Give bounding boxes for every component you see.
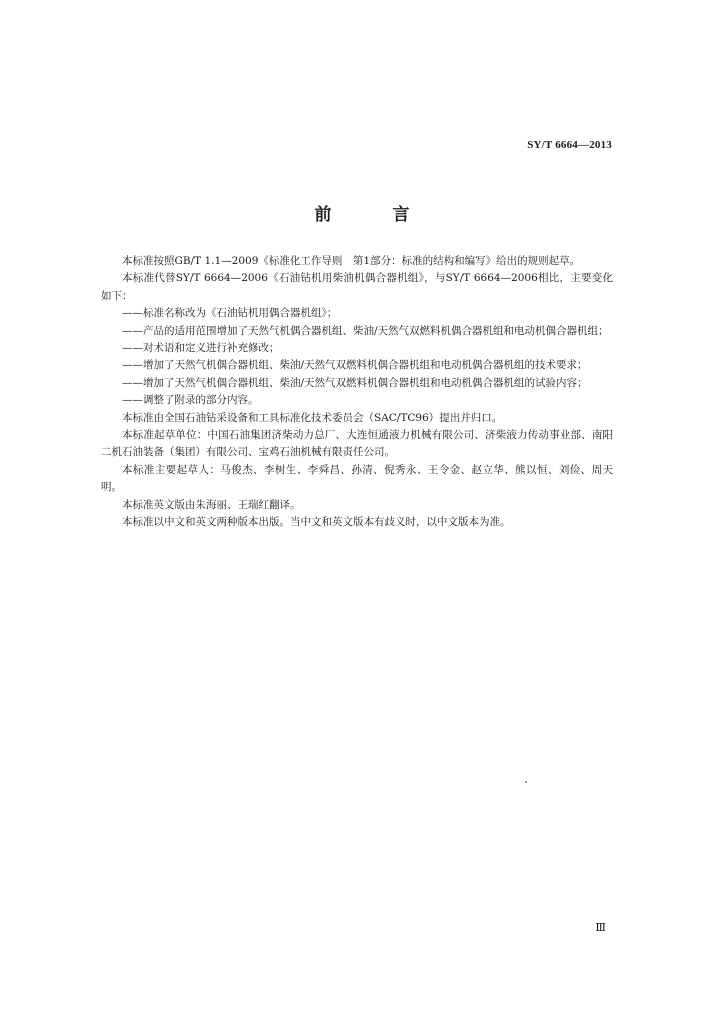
paragraph-drafters: 本标准主要起草人：马俊杰、李树生、李舜昌、孙清、倪秀永、王令金、赵立华、熊以恒、刘俭、周天明。	[101, 463, 613, 494]
list-item-text: 对术语和定义进行补充修改；	[143, 342, 280, 355]
list-item-text: 标准名称改为《石油钻机用偶合器机组》；	[143, 307, 338, 320]
list-item	[101, 305, 613, 322]
paragraph-drafting-rules: 本标准按照GB/T 1.1—2009《标准化工作导则 第1部分：标准的结构和编写》给出的规则起草。	[122, 255, 581, 267]
dash-marker: ——	[122, 394, 143, 407]
dash-marker: ——	[122, 324, 143, 337]
scan-speck	[525, 781, 527, 783]
dash-marker: ——	[122, 376, 143, 389]
list-item-text: 增加了天然气机偶合器机组、柴油/天然气双燃料机偶合器机组和电动机偶合器机组的试验内容；	[143, 376, 588, 389]
list-item	[101, 375, 613, 392]
paragraph-proposer: 本标准由全国石油钻采设备和工具标准化技术委员会（SAC/TC96）提出并归口。	[122, 411, 503, 424]
foreword-body	[101, 253, 613, 532]
dash-marker: ——	[122, 342, 143, 355]
page-title: 前 言	[314, 205, 432, 225]
list-item	[101, 323, 613, 340]
page-number: Ⅲ	[595, 922, 606, 934]
list-item-text: 产品的适用范围增加了天然气机偶合器机组、柴油/天然气双燃料机偶合器机组和电动机偶合器机组；	[143, 324, 609, 337]
dash-marker: ——	[122, 359, 143, 372]
list-item-text: 增加了天然气机偶合器机组、柴油/天然气双燃料机偶合器机组和电动机偶合器机组的技术要求；	[143, 359, 588, 372]
paragraph-translators: 本标准英文版由朱海丽、王瑞红翻译。	[122, 498, 301, 511]
paragraph-versions: 本标准以中文和英文两种版本出版。当中文和英文版本有歧义时，以中文版本为准。	[122, 516, 511, 529]
dash-marker: ——	[122, 307, 143, 320]
list-item	[101, 340, 613, 357]
standard-code: SY/T 6664—2013	[527, 139, 612, 151]
list-item	[101, 357, 613, 374]
paragraph-replacement: 本标准代替SY/T 6664—2006《石油钻机用柴油机偶合器机组》，与SY/T 6664—2006相比，主要变化如下：	[101, 272, 613, 302]
paragraph-drafting-units: 本标准起草单位：中国石油集团济柴动力总厂、大连恒通液力机械有限公司、济柴液力传动事业部、南阳二机石油装备（集团）有限公司、宝鸡石油机械有限责任公司。	[101, 429, 613, 459]
list-item-text: 调整了附录的部分内容。	[143, 394, 259, 407]
list-item	[101, 392, 613, 409]
